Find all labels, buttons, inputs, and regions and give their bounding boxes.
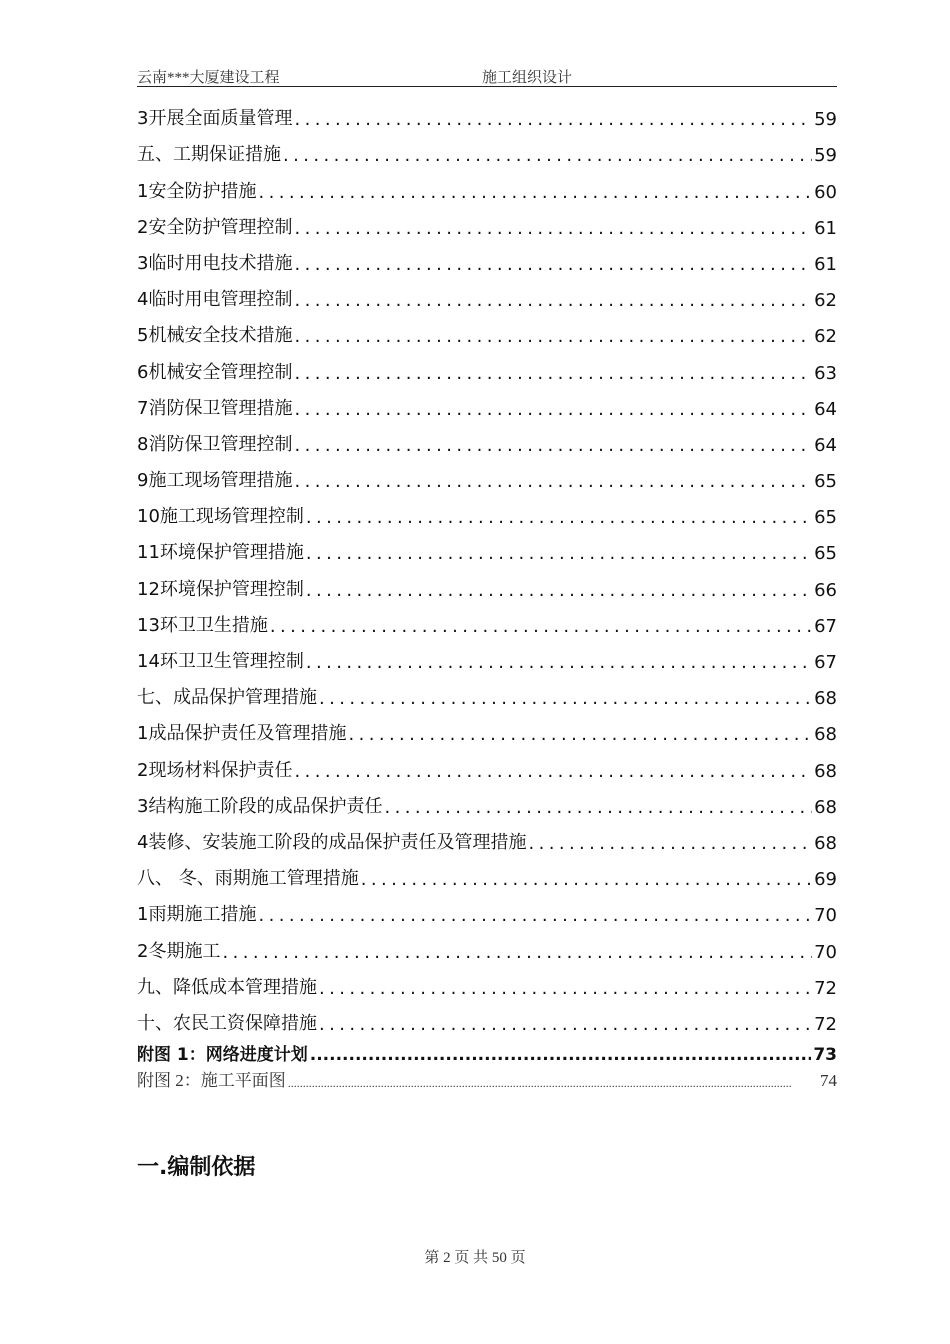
toc-entry-page: 61	[814, 253, 837, 275]
toc-leader-dots	[283, 145, 812, 166]
toc-entry-page: 66	[814, 579, 837, 601]
toc-entry-page: 64	[814, 434, 837, 456]
toc-entry[interactable]	[137, 782, 837, 818]
page-header	[137, 66, 837, 87]
toc-entry-page: 65	[814, 471, 837, 493]
toc-entry-page: 70	[814, 941, 837, 963]
page-footer: 第 2 页 共 50 页	[424, 1250, 526, 1266]
toc-entry-label: 14环卫卫生管理控制	[137, 651, 304, 672]
toc-entry-label: 10施工现场管理控制	[137, 506, 304, 528]
toc-leader-dots	[306, 507, 812, 528]
toc-entry-label: 13环卫卫生措施	[137, 614, 268, 636]
toc-entry[interactable]	[137, 420, 837, 456]
toc-leader-dots	[294, 435, 812, 456]
toc-entry-label: 2安全防护管理控制	[137, 216, 293, 238]
toc-entry-page: 68	[814, 724, 837, 746]
toc-entry-label: 7消防保卫管理措施	[137, 397, 293, 419]
toc-entry-page: 68	[814, 688, 837, 710]
toc-entry[interactable]	[137, 528, 837, 564]
toc-entry-page: 60	[814, 181, 837, 203]
toc-entry-page: 73	[813, 1044, 837, 1065]
toc-leader-dots	[306, 580, 812, 601]
toc-leader-dots	[319, 1014, 812, 1035]
toc-leader-dots	[306, 652, 812, 673]
toc-entry[interactable]	[137, 456, 837, 492]
toc-entry-page: 59	[814, 145, 837, 167]
toc-entry[interactable]	[137, 601, 837, 637]
toc-entry-page: 59	[814, 109, 837, 131]
toc-entry-label: 十、农民工资保障措施	[137, 1012, 317, 1034]
toc-entry-page: 62	[814, 326, 837, 348]
toc-entry-label: 6机械安全管理控制	[137, 361, 293, 383]
toc-leader-dots	[348, 724, 812, 745]
toc-entry[interactable]	[137, 492, 837, 528]
toc-entry-page: 69	[814, 869, 837, 891]
toc-entry-label: 2冬期施工	[137, 940, 221, 962]
toc-entry[interactable]	[137, 818, 837, 854]
toc-entry-page: 65	[814, 543, 837, 565]
toc-entry-label: 9施工现场管理措施	[137, 470, 293, 492]
toc-leader-dots	[294, 109, 812, 130]
toc-leader-dots	[361, 869, 812, 890]
toc-entry-label: 附图 2：施工平面图	[137, 1070, 286, 1090]
toc-leader-dots	[310, 1045, 812, 1065]
toc-entry-label: 七、成品保护管理措施	[137, 687, 317, 709]
toc-leader-dots	[294, 399, 812, 420]
header-document-title: 施工组织设计	[482, 70, 573, 86]
toc-leader-dots	[294, 290, 812, 311]
toc-leader-dots	[270, 616, 812, 637]
toc-leader-dots	[288, 1076, 818, 1091]
toc-entry[interactable]	[137, 926, 837, 962]
toc-entry-label: 九、降低成本管理措施	[137, 976, 317, 998]
toc-entry-label: 五、工期保证措施	[137, 144, 281, 166]
toc-leader-dots	[528, 833, 812, 854]
toc-leader-dots	[294, 761, 812, 782]
toc-entry-label: 1成品保护责任及管理措施	[137, 723, 347, 745]
toc-entry-page: 72	[814, 977, 837, 999]
toc-entry[interactable]	[137, 1065, 837, 1091]
toc-entry[interactable]	[137, 275, 837, 311]
toc-entry[interactable]	[137, 890, 837, 926]
toc-entry-label: 附图 1：网络进度计划	[137, 1044, 308, 1065]
toc-entry-label: 5机械安全技术措施	[137, 325, 293, 347]
toc-leader-dots	[294, 218, 812, 239]
toc-entry-label: 11环境保护管理措施	[137, 542, 304, 564]
toc-entry-label: 1雨期施工措施	[137, 904, 257, 926]
section-heading: 一.编制依据	[137, 1155, 256, 1180]
toc-entry[interactable]	[137, 166, 837, 202]
toc-entry-page: 63	[814, 362, 837, 384]
toc-entry-label: 1安全防护措施	[137, 180, 257, 202]
toc-entry-label: 4临时用电管理控制	[137, 289, 293, 311]
header-project-title: 云南***大厦建设工程	[137, 70, 280, 86]
toc-entry-label: 4装修、安装施工阶段的成品保护责任及管理措施	[137, 831, 527, 853]
toc-leader-dots	[294, 363, 812, 384]
toc-leader-dots	[319, 688, 812, 709]
toc-leader-dots	[306, 543, 812, 564]
toc-entry-page: 62	[814, 290, 837, 312]
toc-entry[interactable]	[137, 311, 837, 347]
toc-entry-label: 3开展全面质量管理	[137, 108, 293, 130]
toc-entry-page: 65	[814, 507, 837, 529]
toc-entry[interactable]	[137, 745, 837, 781]
toc-entry-page: 72	[814, 1013, 837, 1035]
toc-entry[interactable]	[137, 673, 837, 709]
toc-leader-dots	[294, 326, 812, 347]
toc-entry[interactable]	[137, 94, 837, 130]
toc-entry-label: 八、 冬、雨期施工管理措施	[137, 868, 359, 890]
toc-leader-dots	[294, 254, 812, 275]
toc-entry-page: 68	[814, 832, 837, 854]
toc-leader-dots	[384, 797, 812, 818]
toc-entry[interactable]	[137, 203, 837, 239]
toc-entry-label: 3临时用电技术措施	[137, 252, 293, 274]
toc-entry[interactable]	[137, 347, 837, 383]
toc-entry-label: 8消防保卫管理控制	[137, 433, 293, 455]
toc-leader-dots	[319, 978, 812, 999]
toc-entry[interactable]	[137, 963, 837, 999]
toc-entry-page: 67	[814, 615, 837, 637]
toc-entry-page: 64	[814, 398, 837, 420]
toc-entry-page: 68	[814, 760, 837, 782]
toc-entry[interactable]	[137, 564, 837, 600]
toc-entry[interactable]	[137, 999, 837, 1035]
toc-entry-label: 2现场材料保护责任	[137, 759, 293, 781]
toc-entry-page: 70	[814, 905, 837, 927]
toc-entry[interactable]	[137, 709, 837, 745]
toc-entry[interactable]	[137, 239, 837, 275]
toc-entry[interactable]	[137, 384, 837, 420]
toc-entry-page: 61	[814, 217, 837, 239]
toc-leader-dots	[294, 471, 812, 492]
table-of-contents	[137, 94, 837, 1091]
toc-entry-page: 67	[814, 652, 837, 673]
toc-entry[interactable]	[137, 854, 837, 890]
toc-leader-dots	[222, 942, 812, 963]
toc-entry[interactable]	[137, 637, 837, 673]
toc-entry[interactable]	[137, 1035, 837, 1065]
toc-leader-dots	[258, 905, 812, 926]
toc-entry-label: 12环境保护管理控制	[137, 578, 304, 600]
toc-entry-label: 3结构施工阶段的成品保护责任	[137, 795, 383, 817]
toc-entry-page: 68	[814, 796, 837, 818]
toc-entry-page: 74	[820, 1070, 837, 1090]
toc-leader-dots	[258, 182, 812, 203]
toc-entry[interactable]	[137, 130, 837, 166]
